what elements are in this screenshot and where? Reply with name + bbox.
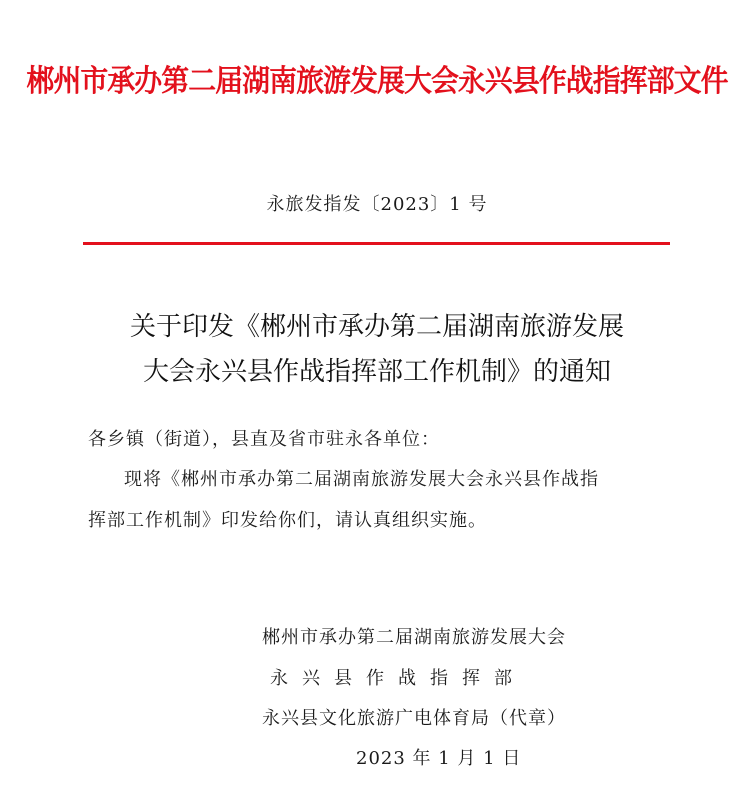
notice-title-line-1: 关于印发《郴州市承办第二届湖南旅游发展 xyxy=(129,312,624,342)
notice-title-line-2: 大会永兴县作战指挥部工作机制》的通知 xyxy=(142,357,611,387)
red-divider-line xyxy=(83,242,670,245)
document-number: 永旅发指发〔2023〕1 号 xyxy=(266,194,488,215)
body-paragraph-line-1: 现将《郴州市承办第二届湖南旅游发展大会永兴县作战指 xyxy=(124,469,599,490)
body-paragraph-line-2: 挥部工作机制》印发给你们，请认真组织实施。 xyxy=(88,510,487,531)
document-header-title: 郴州市承办第二届湖南旅游发展大会永兴县作战指挥部文件 xyxy=(26,64,728,99)
signature-organization-line-2: 永兴县作战指挥部 xyxy=(270,668,526,689)
signature-organization-line-1: 郴州市承办第二届湖南旅游发展大会 xyxy=(262,627,566,648)
signature-organization-line-3: 永兴县文化旅游广电体育局（代章） xyxy=(262,708,566,729)
signature-date: 2023 年 1 月 1 日 xyxy=(356,748,522,769)
salutation: 各乡镇（街道），县直及省市驻永各单位： xyxy=(88,429,440,450)
